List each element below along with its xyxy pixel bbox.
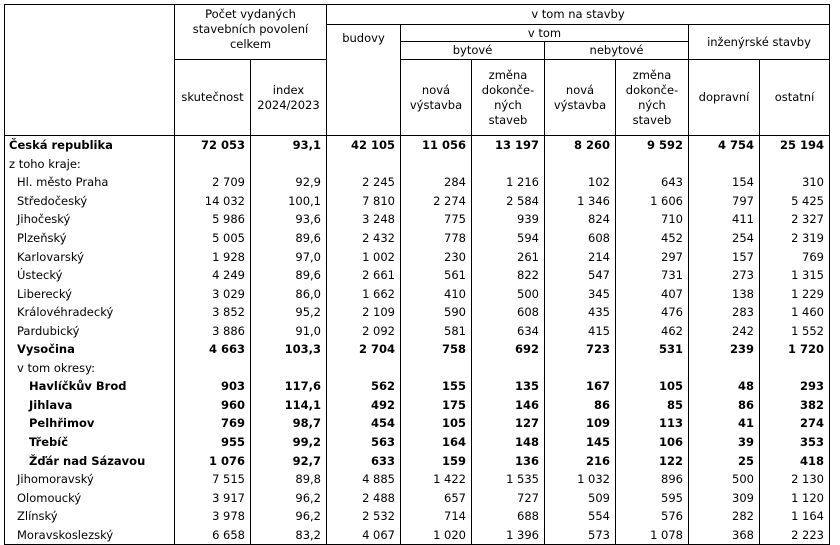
table-row: [5, 303, 830, 322]
cell-value: 148: [472, 433, 545, 452]
header-engineering: inženýrské stavby: [689, 25, 830, 60]
cell-value: 159: [401, 451, 472, 470]
cell-value: 778: [401, 229, 472, 248]
cell-value: 634: [472, 321, 545, 340]
cell-value: 86,0: [251, 284, 327, 303]
building-permits-table: [4, 4, 830, 545]
cell-value: 146: [472, 396, 545, 415]
cell-value: [760, 155, 830, 174]
row-label: Vysočina: [5, 340, 175, 359]
cell-value: 1 460: [760, 303, 830, 322]
cell-value: [472, 155, 545, 174]
cell-value: 411: [689, 210, 760, 229]
table-row: [5, 340, 830, 359]
row-label: z toho kraje:: [5, 155, 175, 174]
cell-value: [251, 359, 327, 378]
cell-value: 175: [401, 396, 472, 415]
cell-value: 492: [327, 396, 401, 415]
cell-value: 3 886: [175, 321, 251, 340]
cell-value: 2 319: [760, 229, 830, 248]
cell-value: 167: [545, 377, 616, 396]
header-completed-change-nonres: změna dokonče- ných staveb: [616, 60, 689, 136]
cell-value: 5 005: [175, 229, 251, 248]
cell-value: 230: [401, 247, 472, 266]
cell-value: 1 422: [401, 470, 472, 489]
cell-value: 155: [401, 377, 472, 396]
cell-value: 117,6: [251, 377, 327, 396]
cell-value: 415: [545, 321, 616, 340]
cell-value: 3 029: [175, 284, 251, 303]
table-row: [5, 414, 830, 433]
row-label: Žďár nad Sázavou: [5, 451, 175, 470]
cell-value: [545, 359, 616, 378]
cell-value: 554: [545, 507, 616, 526]
cell-value: 25 194: [760, 136, 830, 155]
row-label: Pelhřimov: [5, 414, 175, 433]
cell-value: 284: [401, 173, 472, 192]
table-container: [4, 4, 830, 545]
cell-value: 710: [616, 210, 689, 229]
cell-value: [327, 359, 401, 378]
cell-value: 98,7: [251, 414, 327, 433]
table-row: [5, 192, 830, 211]
cell-value: 797: [689, 192, 760, 211]
cell-value: 500: [689, 470, 760, 489]
cell-value: 93,1: [251, 136, 327, 155]
row-label: Jihočeský: [5, 210, 175, 229]
cell-value: 254: [689, 229, 760, 248]
cell-value: 563: [327, 433, 401, 452]
header-index: index 2024/2023: [251, 60, 327, 136]
cell-value: 561: [401, 266, 472, 285]
cell-value: 273: [689, 266, 760, 285]
cell-value: 96,2: [251, 507, 327, 526]
cell-value: 4 754: [689, 136, 760, 155]
cell-value: 4 663: [175, 340, 251, 359]
cell-value: 822: [472, 266, 545, 285]
cell-value: 531: [616, 340, 689, 359]
cell-value: 105: [616, 377, 689, 396]
cell-value: [327, 155, 401, 174]
cell-value: 688: [472, 507, 545, 526]
row-label: Liberecký: [5, 284, 175, 303]
table-row: [5, 488, 830, 507]
cell-value: 239: [689, 340, 760, 359]
cell-value: 1 315: [760, 266, 830, 285]
header-nonresidential: nebytové: [545, 42, 689, 60]
cell-value: 547: [545, 266, 616, 285]
cell-value: 96,2: [251, 488, 327, 507]
table-row: [5, 229, 830, 248]
row-label: Středočeský: [5, 192, 175, 211]
cell-value: 135: [472, 377, 545, 396]
cell-value: 581: [401, 321, 472, 340]
row-label: Hl. město Praha: [5, 173, 175, 192]
cell-value: 145: [545, 433, 616, 452]
cell-value: 692: [472, 340, 545, 359]
cell-value: 657: [401, 488, 472, 507]
cell-value: 723: [545, 340, 616, 359]
cell-value: 42 105: [327, 136, 401, 155]
row-label: Havlíčkův Brod: [5, 377, 175, 396]
header-issued-permits: Počet vydaných stavebních povolení celkem: [175, 5, 327, 60]
cell-value: 2 109: [327, 303, 401, 322]
cell-value: 86: [545, 396, 616, 415]
cell-value: 95,2: [251, 303, 327, 322]
cell-value: 410: [401, 284, 472, 303]
table-row: [5, 136, 830, 155]
cell-value: 8 260: [545, 136, 616, 155]
cell-value: 92,9: [251, 173, 327, 192]
cell-value: [472, 359, 545, 378]
cell-value: 633: [327, 451, 401, 470]
header-new-construction: nová výstavba: [401, 60, 472, 136]
cell-value: 83,2: [251, 525, 327, 544]
cell-value: 6 658: [175, 525, 251, 544]
cell-value: 903: [175, 377, 251, 396]
cell-value: 72 053: [175, 136, 251, 155]
table-row: [5, 507, 830, 526]
cell-value: 105: [401, 414, 472, 433]
cell-value: 39: [689, 433, 760, 452]
cell-value: 2 092: [327, 321, 401, 340]
cell-value: 283: [689, 303, 760, 322]
cell-value: 103,3: [251, 340, 327, 359]
table-row: [5, 173, 830, 192]
cell-value: 297: [616, 247, 689, 266]
cell-value: 14 032: [175, 192, 251, 211]
row-label: v tom okresy:: [5, 359, 175, 378]
cell-value: 13 197: [472, 136, 545, 155]
cell-value: 106: [616, 433, 689, 452]
cell-value: 157: [689, 247, 760, 266]
row-label: Jihlava: [5, 396, 175, 415]
cell-value: 310: [760, 173, 830, 192]
cell-value: 562: [327, 377, 401, 396]
header-other: ostatní: [760, 60, 830, 136]
row-label: Ústecký: [5, 266, 175, 285]
cell-value: 2 488: [327, 488, 401, 507]
cell-value: 573: [545, 525, 616, 544]
cell-value: 1 928: [175, 247, 251, 266]
cell-value: 100,1: [251, 192, 327, 211]
cell-value: 48: [689, 377, 760, 396]
cell-value: 775: [401, 210, 472, 229]
cell-value: 2 245: [327, 173, 401, 192]
cell-value: 1 720: [760, 340, 830, 359]
cell-value: 4 067: [327, 525, 401, 544]
cell-value: 608: [545, 229, 616, 248]
cell-value: 454: [327, 414, 401, 433]
cell-value: 509: [545, 488, 616, 507]
cell-value: 261: [472, 247, 545, 266]
cell-value: 102: [545, 173, 616, 192]
table-row: [5, 284, 830, 303]
header-of-which-buildings: v tom na stavby: [327, 5, 830, 25]
cell-value: 1 216: [472, 173, 545, 192]
cell-value: 91,0: [251, 321, 327, 340]
cell-value: 769: [175, 414, 251, 433]
cell-value: 1 346: [545, 192, 616, 211]
header-residential: bytové: [401, 42, 545, 60]
cell-value: 2 432: [327, 229, 401, 248]
cell-value: 7 515: [175, 470, 251, 489]
cell-value: 89,8: [251, 470, 327, 489]
cell-value: 2 709: [175, 173, 251, 192]
cell-value: [175, 359, 251, 378]
header-transport: dopravní: [689, 60, 760, 136]
cell-value: 309: [689, 488, 760, 507]
cell-value: 2 327: [760, 210, 830, 229]
table-row: [5, 321, 830, 340]
row-label: Královéhradecký: [5, 303, 175, 322]
cell-value: 99,2: [251, 433, 327, 452]
table-row: [5, 266, 830, 285]
cell-value: 2 532: [327, 507, 401, 526]
cell-value: 3 852: [175, 303, 251, 322]
cell-value: 89,6: [251, 229, 327, 248]
cell-value: 136: [472, 451, 545, 470]
cell-value: 5 425: [760, 192, 830, 211]
cell-value: 127: [472, 414, 545, 433]
table-row: [5, 451, 830, 470]
cell-value: 2 130: [760, 470, 830, 489]
cell-value: 1 032: [545, 470, 616, 489]
cell-value: 1 552: [760, 321, 830, 340]
cell-value: 85: [616, 396, 689, 415]
cell-value: 2 584: [472, 192, 545, 211]
cell-value: 4 885: [327, 470, 401, 489]
cell-value: 2 661: [327, 266, 401, 285]
cell-value: 11 056: [401, 136, 472, 155]
row-label: Karlovarský: [5, 247, 175, 266]
cell-value: [616, 155, 689, 174]
cell-value: 214: [545, 247, 616, 266]
cell-value: 590: [401, 303, 472, 322]
cell-value: 216: [545, 451, 616, 470]
cell-value: 93,6: [251, 210, 327, 229]
row-label: Třebíč: [5, 433, 175, 452]
row-label: Česká republika: [5, 136, 175, 155]
row-label: Pardubický: [5, 321, 175, 340]
cell-value: 92,7: [251, 451, 327, 470]
header-corner: [5, 5, 175, 136]
cell-value: 1 164: [760, 507, 830, 526]
cell-value: 1 120: [760, 488, 830, 507]
cell-value: [760, 359, 830, 378]
table-row: [5, 359, 830, 378]
table-row: [5, 377, 830, 396]
cell-value: 595: [616, 488, 689, 507]
cell-value: 7 810: [327, 192, 401, 211]
cell-value: 1 078: [616, 525, 689, 544]
cell-value: 353: [760, 433, 830, 452]
row-label: Plzeňský: [5, 229, 175, 248]
cell-value: 769: [760, 247, 830, 266]
header-actual: skutečnost: [175, 60, 251, 136]
cell-value: [689, 155, 760, 174]
header-buildings: budovy: [327, 25, 401, 136]
cell-value: [401, 359, 472, 378]
row-label: Moravskoslezský: [5, 525, 175, 544]
cell-value: 824: [545, 210, 616, 229]
header-of-which: v tom: [401, 25, 689, 42]
cell-value: [616, 359, 689, 378]
cell-value: 3 917: [175, 488, 251, 507]
cell-value: 86: [689, 396, 760, 415]
cell-value: 2 223: [760, 525, 830, 544]
cell-value: 1 606: [616, 192, 689, 211]
cell-value: 25: [689, 451, 760, 470]
cell-value: 955: [175, 433, 251, 452]
cell-value: [689, 359, 760, 378]
cell-value: 500: [472, 284, 545, 303]
table-row: [5, 396, 830, 415]
cell-value: 274: [760, 414, 830, 433]
cell-value: 3 978: [175, 507, 251, 526]
cell-value: 2 274: [401, 192, 472, 211]
cell-value: 896: [616, 470, 689, 489]
table-row: [5, 155, 830, 174]
cell-value: 407: [616, 284, 689, 303]
cell-value: 452: [616, 229, 689, 248]
cell-value: 594: [472, 229, 545, 248]
cell-value: 109: [545, 414, 616, 433]
cell-value: 476: [616, 303, 689, 322]
cell-value: 293: [760, 377, 830, 396]
table-row: [5, 433, 830, 452]
cell-value: 1 396: [472, 525, 545, 544]
cell-value: 1 020: [401, 525, 472, 544]
cell-value: 138: [689, 284, 760, 303]
cell-value: 576: [616, 507, 689, 526]
table-row: [5, 247, 830, 266]
cell-value: 1 535: [472, 470, 545, 489]
cell-value: 1 002: [327, 247, 401, 266]
cell-value: 122: [616, 451, 689, 470]
table-body: [5, 136, 830, 545]
cell-value: 154: [689, 173, 760, 192]
row-label: Olomoucký: [5, 488, 175, 507]
cell-value: 1 229: [760, 284, 830, 303]
cell-value: 345: [545, 284, 616, 303]
cell-value: 960: [175, 396, 251, 415]
cell-value: 731: [616, 266, 689, 285]
cell-value: 282: [689, 507, 760, 526]
row-label: Zlínský: [5, 507, 175, 526]
cell-value: [175, 155, 251, 174]
table-row: [5, 210, 830, 229]
cell-value: 164: [401, 433, 472, 452]
cell-value: 3 248: [327, 210, 401, 229]
cell-value: 1 662: [327, 284, 401, 303]
cell-value: 242: [689, 321, 760, 340]
table-row: [5, 525, 830, 544]
row-label: Jihomoravský: [5, 470, 175, 489]
header-completed-change: změna dokonče- ných staveb: [472, 60, 545, 136]
header-new-construction-nonres: nová výstavba: [545, 60, 616, 136]
cell-value: 418: [760, 451, 830, 470]
cell-value: 4 249: [175, 266, 251, 285]
cell-value: 114,1: [251, 396, 327, 415]
cell-value: 41: [689, 414, 760, 433]
cell-value: 758: [401, 340, 472, 359]
cell-value: 643: [616, 173, 689, 192]
cell-value: 113: [616, 414, 689, 433]
cell-value: 382: [760, 396, 830, 415]
cell-value: 462: [616, 321, 689, 340]
cell-value: 97,0: [251, 247, 327, 266]
cell-value: 435: [545, 303, 616, 322]
cell-value: 939: [472, 210, 545, 229]
table-row: [5, 470, 830, 489]
cell-value: 714: [401, 507, 472, 526]
cell-value: 89,6: [251, 266, 327, 285]
cell-value: 727: [472, 488, 545, 507]
cell-value: 9 592: [616, 136, 689, 155]
cell-value: [401, 155, 472, 174]
cell-value: 368: [689, 525, 760, 544]
cell-value: 5 986: [175, 210, 251, 229]
cell-value: [545, 155, 616, 174]
cell-value: [251, 155, 327, 174]
cell-value: 2 704: [327, 340, 401, 359]
cell-value: 1 076: [175, 451, 251, 470]
cell-value: 608: [472, 303, 545, 322]
